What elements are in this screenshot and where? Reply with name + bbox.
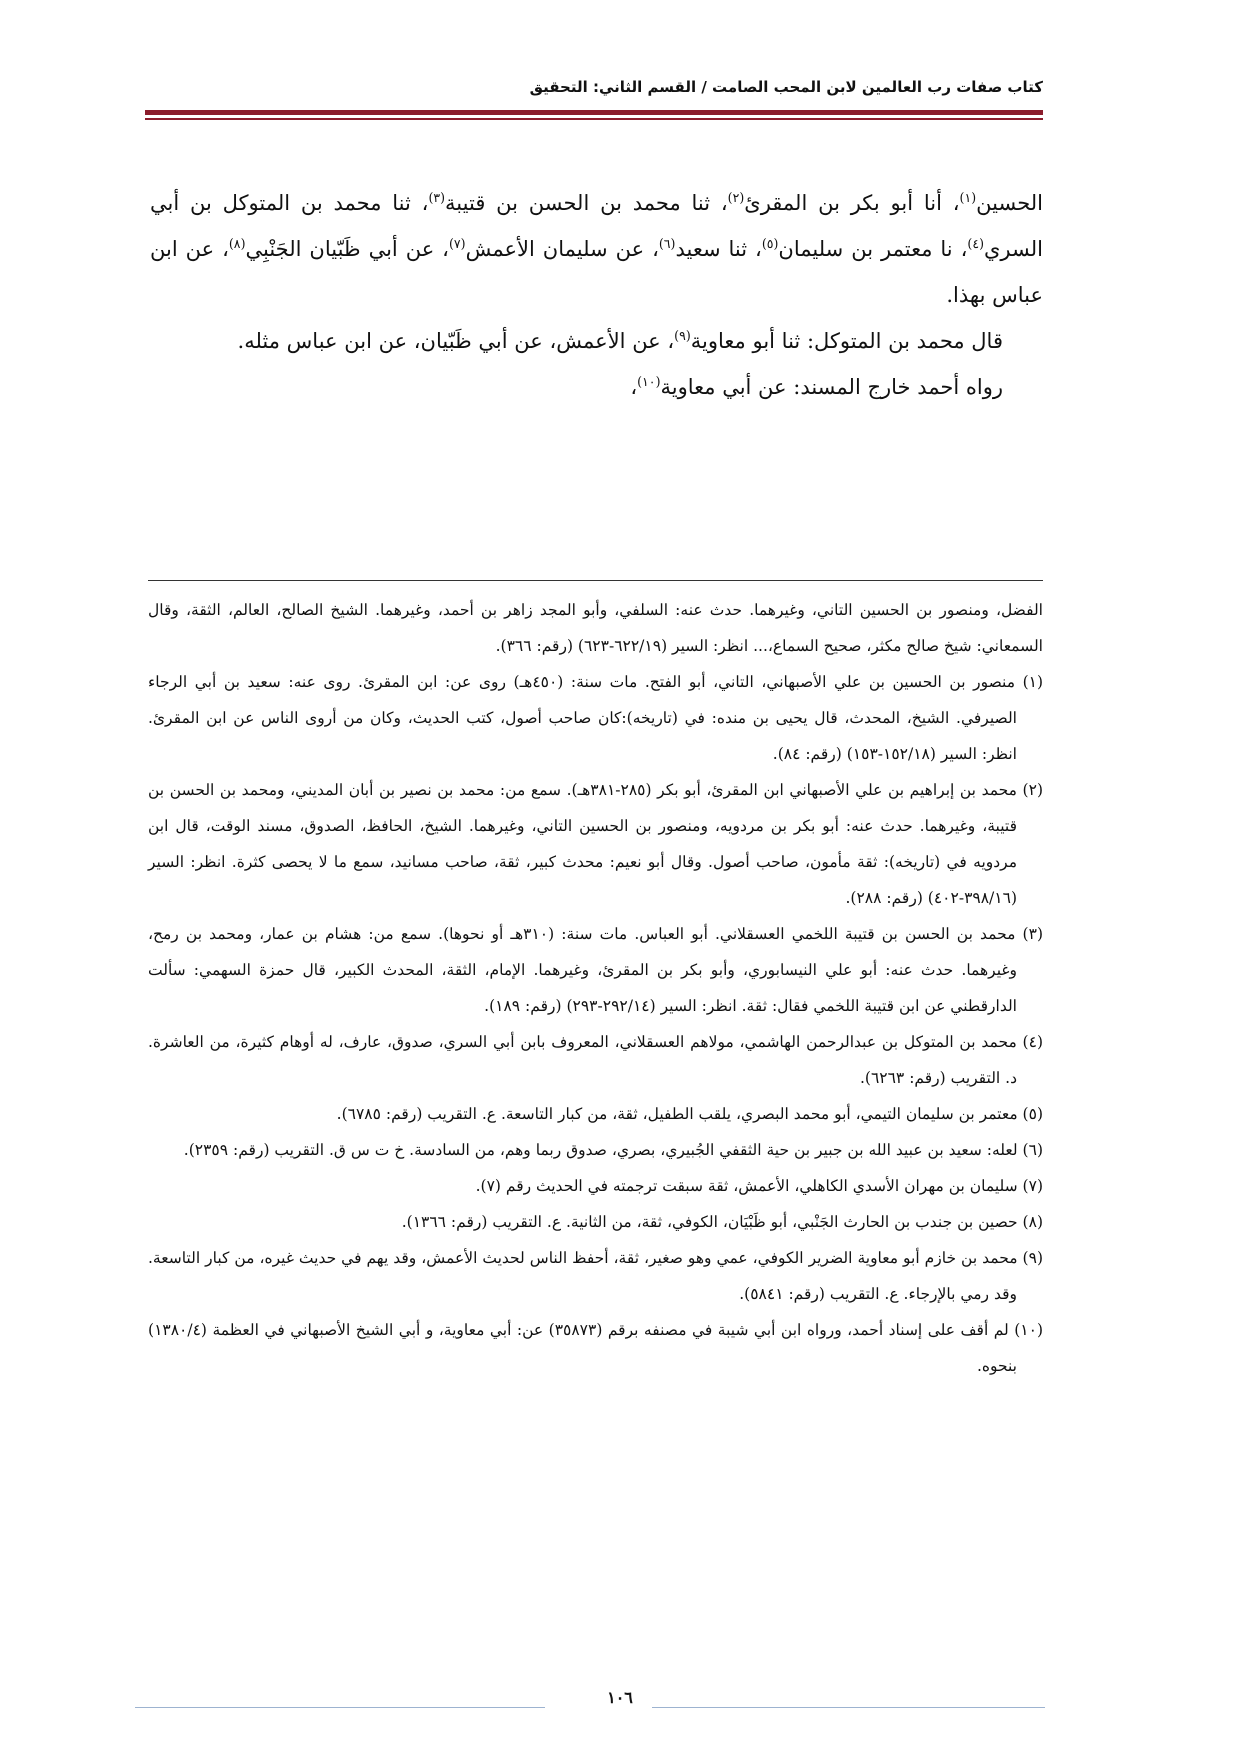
footnote-ref[interactable]: (٩) — [674, 328, 691, 343]
footnote-separator — [148, 580, 1043, 581]
footnote-6: (٦) لعله: سعيد بن عبيد الله بن جبير بن حية الثقفي الجُبيري، بصري، صدوق ربما وهم، من السادسة. خ ت س ق. التقريب (رقم: ٢٣٥٩). — [183, 1141, 1043, 1159]
footnote-ref[interactable]: (٤) — [967, 236, 984, 251]
text-run: ، عن سليمان الأعمش — [465, 237, 659, 261]
text-run: ، عن الأعمش، عن أبي ظَبّيان، عن ابن عباس مثله. — [237, 329, 675, 353]
text-run: ، عن أبي ظَبّيان الجَنْبِي — [245, 237, 449, 261]
paragraph-muhammad — [150, 318, 1043, 364]
footnote-ref[interactable]: (٥) — [761, 236, 779, 251]
text-run: ، نا معتمر بن سليمان — [778, 237, 968, 261]
footnote-7: (٧) سليمان بن مهران الأسدي الكاهلي، الأعمش، ثقة سبقت ترجمته في الحديث رقم (٧). — [475, 1177, 1043, 1195]
text-run: ، ثنا سعيد — [675, 237, 762, 261]
text-run: ، ثنا محمد بن المتوكل بن أبي السري — [150, 191, 1043, 261]
footnotes — [148, 592, 1043, 1384]
footnote-ref[interactable]: (١٠) — [637, 374, 661, 389]
footnote-ref[interactable]: (٣) — [428, 190, 446, 205]
footnote-1: (١) منصور بن الحسين بن علي الأصبهاني، التاني، أبو الفتح. مات سنة: (٤٥٠هـ) روى عن: ابن المقرئ. روى عنه: سعيد بن أبي الرجاء الصيرفي. الشيخ، المحدث، قال يحيى بن منده: في (تاريخه):كان صاحب أصول، كتب الحديث، وكان من أروى الناس عن ابن المقرئ. انظر: السير (١٥٢/١٨-١٥٣) (رقم: ٨٤). — [148, 673, 1044, 763]
text-run: ، أنا أبو بكر بن المقرئ — [744, 191, 960, 215]
main-text — [150, 180, 1043, 410]
header-rule-thin — [145, 118, 1043, 120]
text-run: ، — [630, 375, 638, 399]
footnote-ref[interactable]: (٧) — [448, 236, 466, 251]
footer-line-right — [652, 1707, 1045, 1708]
text-run: الحسين — [976, 191, 1043, 215]
paragraph-ahmad — [150, 364, 1043, 410]
footnote-3: (٣) محمد بن الحسن بن قتيبة اللخمي العسقلاني. أبو العباس. مات سنة: (٣١٠هـ أو نحوها). سمع من: هشام بن عمار، ومحمد بن رمح، وغيرهما. حدث عنه: أبو علي النيسابوري، وأبو بكر بن المقرئ، وغيرهما. الإمام، الثقة، المحدث الكبير، قال حمزة السهمي: سألت الدارقطني عن ابن قتيبة اللخمي فقال: ثقة. انظر: السير (٢٩٢/١٤-٢٩٣) (رقم: ١٨٩). — [148, 925, 1043, 1015]
footnote-8: (٨) حصين بن جندب بن الحارث الجَنْبي، أبو ظَبْيَان، الكوفي، ثقة، من الثانية. ع. التقريب (رقم: ١٣٦٦). — [401, 1213, 1043, 1231]
footer-line-left — [135, 1707, 545, 1708]
text-run: قال محمد بن المتوكل: ثنا أبو معاوية — [690, 329, 1003, 353]
header-rule-thick — [145, 110, 1043, 115]
footnote-ref[interactable]: (٢) — [727, 190, 745, 205]
footnote-9: (٩) محمد بن خازم أبو معاوية الضرير الكوفي، عمي وهو صغير، ثقة، أحفظ الناس لحديث الأعمش، وقد يهم في حديث غيره، من كبار التاسعة. وقد رمي بالإرجاء. ع. التقريب (رقم: ٥٨٤١). — [148, 1249, 1043, 1303]
footnote-ref[interactable]: (٨) — [228, 236, 246, 251]
page-number: ١٠٦ — [607, 1688, 633, 1707]
footnote-ref[interactable]: (١) — [959, 190, 977, 205]
running-header: كتاب صفات رب العالمين لابن المحب الصامت / القسم الثاني: التحقيق — [529, 78, 1043, 96]
text-run: رواه أحمد خارج المسند: عن أبي معاوية — [660, 375, 1003, 399]
footnote-2: (٢) محمد بن إبراهيم بن علي الأصبهاني ابن المقرئ، أبو بكر (٢٨٥-٣٨١هـ). سمع من: محمد بن نصير بن أبان المديني، ومحمد بن الحسن بن قتيبة، وغيرهما. حدث عنه: أبو بكر بن مردويه، ومنصور بن الحسين التاني، وغيرهما. الشيخ، الحافظ، الصدوق، مسند الوقت، قال ابن مردويه في (تاريخه): ثقة مأمون، صاحب أصول. وقال أبو نعيم: محدث كبير، ثقة، صاحب مسانيد، سمع ما لا يحصى كثرة. انظر: السير (٣٩٨/١٦-٤٠٢) (رقم: ٢٨٨). — [148, 781, 1043, 907]
footnote-4: (٤) محمد بن المتوكل بن عبدالرحمن الهاشمي، مولاهم العسقلاني، المعروف بابن أبي السري، صدوق، عارف، له أوهام كثيرة، من العاشرة. د. التقريب (رقم: ٦٢٦٣). — [148, 1033, 1043, 1087]
paragraph-isnad — [150, 180, 1043, 318]
text-run: ، عن ابن عباس بهذا. — [150, 237, 1043, 307]
footnote-ref[interactable]: (٦) — [658, 236, 676, 251]
text-run: ، ثنا محمد بن الحسن بن قتيبة — [445, 191, 728, 215]
footnote-5: (٥) معتمر بن سليمان التيمي، أبو محمد البصري، يلقب الطفيل، ثقة، من كبار التاسعة. ع. التقريب (رقم: ٦٧٨٥). — [336, 1105, 1043, 1123]
footnote-10: (١٠) لم أقف على إسناد أحمد، ورواه ابن أبي شيبة في مصنفه برقم (٣٥٨٧٣) عن: أبي معاوية، و أبي الشيخ الأصبهاني في العظمة (١٣٨٠/٤) بنحوه. — [148, 1321, 1044, 1375]
footnote-continuation: الفضل، ومنصور بن الحسين التاني، وغيرهما. حدث عنه: السلفي، وأبو المجد زاهر بن أحمد، وغيرهما. الشيخ الصالح، العالم، الثقة، وقال السمعاني: شيخ صالح مكثر، صحيح السماع،... انظر: السير (٦٢٢/١٩-٦٢٣) (رقم: ٣٦٦). — [148, 601, 1043, 655]
